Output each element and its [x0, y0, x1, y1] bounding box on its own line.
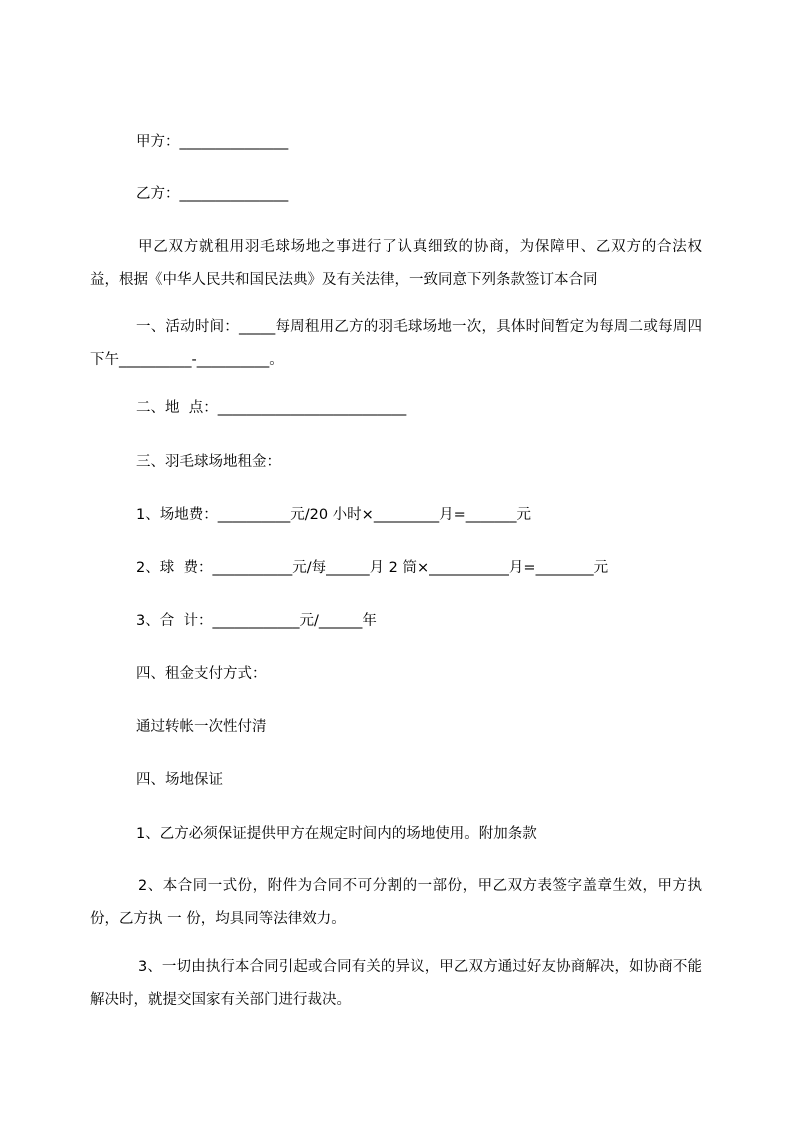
clause-payment-heading: 四、租金支付方式： — [136, 666, 267, 682]
rent-item-1: 1、场地费：__________元/20 小时×_________月=_______元 — [136, 507, 531, 523]
clause-activity-time: 一、活动时间：_____每周租用乙方的羽毛球场地一次，具体时间暂定为每周二或每周四下午__________-__________。 — [90, 319, 702, 368]
guarantee-item-1: 1、乙方必须保证提供甲方在规定时间内的场地使用。附加条款 — [136, 826, 537, 842]
clause-rent-heading: 三、羽毛球场地租金： — [136, 454, 281, 470]
rent-item-3: 3、合 计：____________元/______年 — [136, 613, 377, 629]
party-b-line: 乙方：_______________ — [136, 186, 289, 202]
clause-guarantee-heading: 四、场地保证 — [136, 772, 223, 788]
guarantee-item-2: 2、本合同一式份，附件为合同不可分割的一部份，甲乙双方表签字盖章生效，甲方执份，乙方执 一 份，均具同等法律效力。 — [90, 878, 702, 927]
rent-item-2: 2、球 费：___________元/每______月 2 筒×___________月=________元 — [136, 560, 609, 576]
guarantee-item-3: 3、一切由执行本合同引起或合同有关的异议，甲乙双方通过好友协商解决，如协商不能解决时，就提交国家有关部门进行裁决。 — [90, 959, 702, 1008]
party-a-line: 甲方：_______________ — [136, 134, 289, 150]
payment-method: 通过转帐一次性付清 — [136, 719, 267, 735]
preamble-paragraph: 甲乙双方就租用羽毛球场地之事进行了认真细致的协商，为保障甲、乙双方的合法权益，根据《中华人民共和国民法典》及有关法律，一致同意下列条款签订本合同 — [90, 239, 702, 288]
clause-place: 二、地 点：__________________________ — [136, 400, 407, 416]
